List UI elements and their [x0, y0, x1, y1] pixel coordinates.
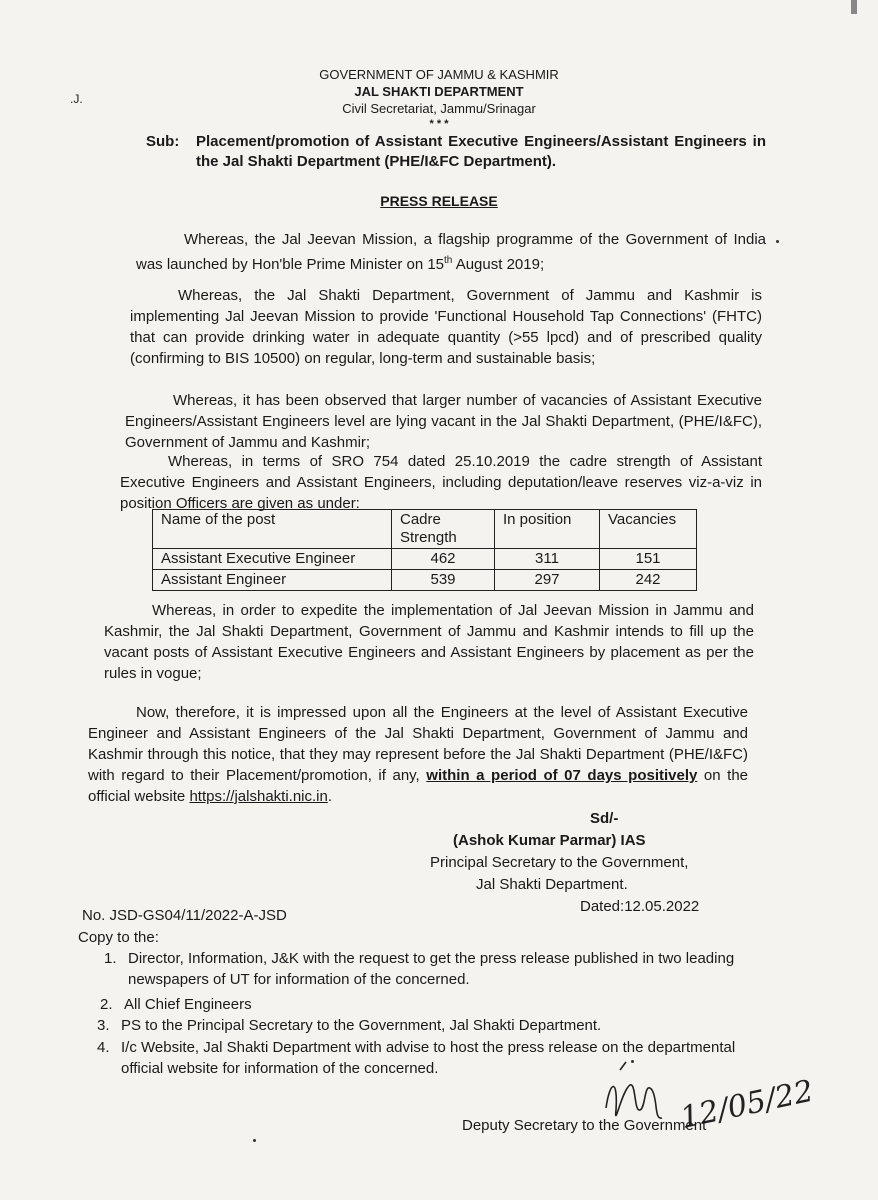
paragraph-2: Whereas, the Jal Shakti Department, Government of Jammu and Kashmir is implementing Jal Jeevan Mission to provide 'Functional Household Tap Connections' (FHTC) that can provide drinking water in adequate quantity (>55 lpcd) and of prescribed quality (confirming to BIS 10500) on regular, long-term and sustainable basis;: [130, 287, 762, 367]
handwritten-date: 12/05/22: [677, 1073, 817, 1136]
copy-item: [100, 994, 740, 1015]
table-row: [153, 549, 697, 570]
paragraph-3: Whereas, it has been observed that larger number of vacancies of Assistant Executive Engineers/Assistant Engineers level are lying vacant in the Jal Shakti Department, (PHE/I&FC), Government of Jammu and Kashmir;: [125, 392, 762, 451]
table-header-row: [153, 510, 697, 549]
deadline-emphasis: within a period of 07 days positively: [426, 767, 698, 784]
copy-item-number: 2.: [100, 996, 113, 1013]
copy-item-text: Director, Information, J&K with the request to get the press release published in two leading newspapers of UT for information of the concerned.: [128, 950, 735, 988]
header-government: GOVERNMENT OF JAMMU & KASHMIR: [319, 67, 559, 82]
table-cell: 297: [495, 570, 600, 591]
date-line: Dated:12.05.2022: [580, 898, 700, 915]
margin-mark: .J.: [70, 92, 83, 106]
paragraph-6-middle: on the official website: [88, 767, 749, 805]
header-address: Civil Secretariat, Jammu/Srinagar: [342, 101, 536, 116]
header-department: JAL SHAKTI DEPARTMENT: [354, 84, 524, 99]
subject-label: Sub:: [146, 133, 180, 150]
table-cell: 539: [392, 570, 495, 591]
cadre-table: [152, 509, 697, 591]
paragraph-6-end: .: [327, 788, 333, 805]
signatory-designation: Principal Secretary to the Government,: [430, 854, 689, 871]
footer-designation: Deputy Secretary to the Government: [462, 1117, 707, 1134]
website-link[interactable]: https://jalshakti.nic.in: [189, 788, 328, 805]
table-header: Vacancies: [600, 510, 697, 549]
paragraph-6: [88, 702, 748, 807]
table-cell: 151: [600, 549, 697, 570]
table-header: In position: [495, 510, 600, 549]
signatory-name: (Ashok Kumar Parmar) IAS: [453, 832, 646, 849]
reference-number: No. JSD-GS04/11/2022-A-JSD: [82, 907, 287, 924]
paragraph-6-text: Now, therefore, it is impressed upon all the Engineers at the level of Assistant Executive Engineer and Assistant Engineers of the Jal Shakti Department, Government of Jammu and Kashmir through this notice, that they may represent before the Jal Shakti Department (PHE/I&FC) with regard to their Placement/promotion, if any,: [88, 704, 748, 784]
paragraph-4: Whereas, in terms of SRO 754 dated 25.10.2019 the cadre strength of Assistant Executive Engineers and Assistant Engineers, including deputation/leave reserves viz-a-viz in position Officers are given as under:: [120, 453, 762, 512]
scan-speck: [776, 240, 779, 243]
header-stars: * * *: [429, 118, 449, 130]
table-row: [153, 570, 697, 591]
subject-text: Placement/promotion of Assistant Executive Engineers/Assistant Engineers in the Jal Shakti Department (PHE/I&FC Department).: [196, 133, 766, 170]
copy-item: [104, 948, 744, 990]
copy-item-number: 4.: [97, 1039, 110, 1056]
copy-item-text: I/c Website, Jal Shakti Department with advise to host the press release on the departmental official website for information of the concerned.: [121, 1039, 736, 1077]
paragraph-5: Whereas, in order to expedite the implementation of Jal Jeevan Mission in Jammu and Kashmir, the Jal Shakti Department, Government of Jammu and Kashmir intends to fill up the vacant posts of Assistant Executive Engineers and Assistant Engineers by placement as per the rules in vogue;: [104, 602, 754, 682]
scan-speck: [631, 1060, 634, 1063]
copy-item-text: All Chief Engineers: [124, 996, 252, 1013]
table-cell: 242: [600, 570, 697, 591]
copy-item: [97, 1015, 737, 1036]
copy-to-heading: Copy to the:: [78, 929, 159, 946]
table-header: Cadre Strength: [392, 510, 495, 549]
paragraph-1-text: Whereas, the Jal Jeevan Mission, a flagship programme of the Government of India was launched by Hon'ble Prime Minister on 15: [136, 231, 766, 273]
table-header: Name of the post: [153, 510, 392, 549]
table-cell: 462: [392, 549, 495, 570]
signature-sd: Sd/-: [590, 810, 619, 827]
copy-item-text: PS to the Principal Secretary to the Government, Jal Shakti Department.: [121, 1017, 602, 1034]
superscript: th: [444, 255, 453, 266]
table-cell: Assistant Executive Engineer: [153, 549, 392, 570]
scan-speck: [253, 1139, 256, 1142]
table-cell: Assistant Engineer: [153, 570, 392, 591]
page-title: PRESS RELEASE: [380, 193, 498, 209]
signatory-department: Jal Shakti Department.: [476, 876, 628, 893]
scan-edge-mark: [851, 0, 857, 14]
copy-item-number: 1.: [104, 950, 117, 967]
table-cell: 311: [495, 549, 600, 570]
paragraph-1-end: August 2019;: [452, 256, 545, 273]
copy-item-number: 3.: [97, 1017, 110, 1034]
paragraph-1: [136, 229, 766, 275]
